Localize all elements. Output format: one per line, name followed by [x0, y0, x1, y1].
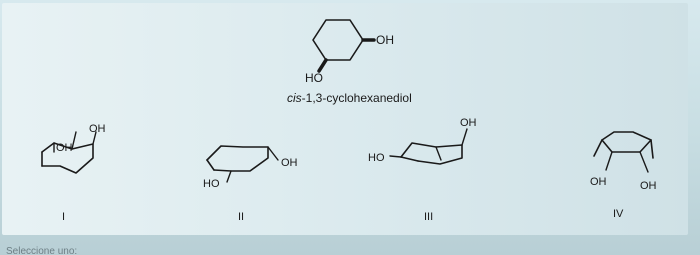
main-ho-label: HO	[305, 71, 323, 85]
cyclohexanediol-structure	[313, 20, 374, 71]
option-2-numeral: II	[238, 211, 245, 223]
option-2-oh: OH	[281, 157, 298, 169]
wedge-bond-ho	[319, 60, 326, 71]
option-3-oh: OH	[460, 117, 477, 129]
cyclohexane-ring	[313, 20, 363, 60]
option-4-oh-right: OH	[640, 180, 657, 192]
compound-name-caption	[287, 91, 412, 105]
select-one-prompt: Seleccione uno:	[6, 246, 78, 255]
option-3-numeral: III	[424, 211, 434, 223]
option-1-oh-axial: OH	[56, 142, 73, 154]
option-4-numeral: IV	[613, 208, 624, 220]
option-2-ho: HO	[203, 178, 220, 190]
option-4-oh-left: OH	[590, 176, 607, 188]
caption-prefix: cis	[287, 91, 302, 105]
option-3-ho: HO	[368, 152, 385, 164]
chair-structure-3	[390, 129, 467, 164]
caption-suffix: -1,3-cyclohexanediol	[301, 91, 412, 105]
option-1-oh-top: OH	[89, 123, 106, 135]
chair-structure-2	[207, 146, 278, 182]
main-oh-label: OH	[376, 33, 394, 47]
option-1-numeral: I	[62, 211, 66, 223]
chair-structure-4	[594, 132, 653, 172]
